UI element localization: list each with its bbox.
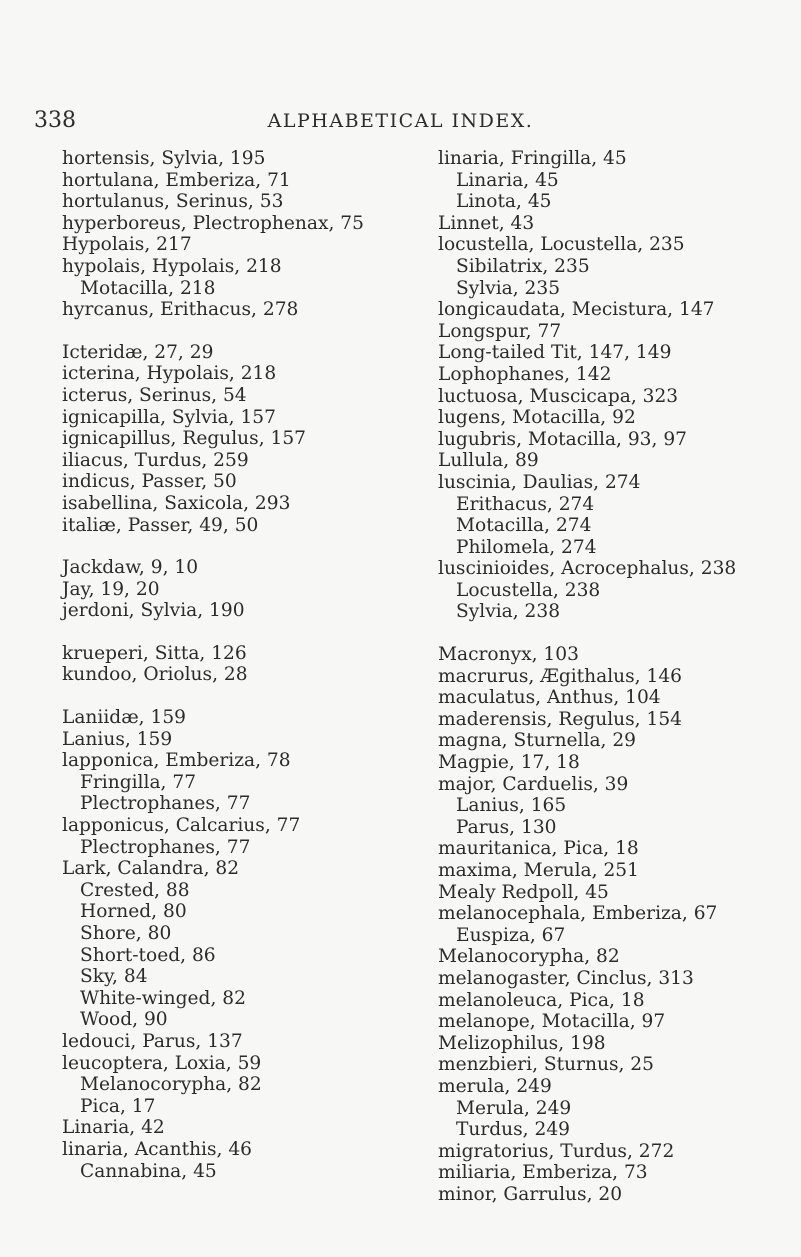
index-entry: luctuosa, Muscicapa, 323 — [438, 385, 679, 407]
index-subentry: Sibilatrix, 235 — [456, 255, 590, 277]
index-subentry: Erithacus, 274 — [456, 493, 595, 515]
index-entry: melanogaster, Cinclus, 313 — [438, 967, 694, 989]
index-column-left — [62, 148, 422, 1182]
index-subentry: Lanius, 165 — [456, 795, 567, 817]
index-subentry: Locustella, 238 — [456, 579, 601, 601]
index-entry: lugens, Motacilla, 92 — [438, 407, 636, 429]
index-entry: kundoo, Oriolus, 28 — [62, 664, 248, 686]
index-entry: Lanius, 159 — [62, 728, 173, 750]
index-entry: icterina, Hypolais, 218 — [62, 363, 277, 385]
index-entry: luscinioides, Acrocephalus, 238 — [438, 558, 737, 580]
index-subentry: Linaria, 45 — [456, 169, 559, 191]
index-entry: hortulana, Emberiza, 71 — [62, 169, 291, 191]
index-entry: icterus, Serinus, 54 — [62, 384, 247, 406]
index-entry: maxima, Merula, 251 — [438, 860, 639, 881]
index-entry: ledouci, Parus, 137 — [62, 1030, 243, 1052]
index-entry: hortulanus, Serinus, 53 — [62, 191, 284, 213]
index-entry: macrurus, Ægithalus, 146 — [438, 665, 682, 687]
index-subentry: Crested, 88 — [80, 879, 190, 901]
index-entry: Melanocorypha, 82 — [438, 946, 620, 968]
index-entry: Jackdaw, 9, 10 — [62, 557, 199, 579]
index-entry: linaria, Fringilla, 45 — [438, 148, 627, 169]
index-entry: Magpie, 17, 18 — [438, 752, 580, 774]
index-entry: migratorius, Turdus, 272 — [438, 1140, 675, 1162]
index-entry: maderensis, Regulus, 154 — [438, 708, 682, 730]
index-entry: locustella, Locustella, 235 — [438, 234, 685, 256]
index-entry: Lophophanes, 142 — [438, 363, 612, 385]
index-entry: Icteridæ, 27, 29 — [62, 341, 214, 363]
index-entry: lapponica, Emberiza, 78 — [62, 750, 291, 772]
index-entry: magna, Sturnella, 29 — [438, 730, 637, 752]
index-subentry: Shore, 80 — [80, 923, 172, 944]
index-entry: ignicapilla, Sylvia, 157 — [62, 406, 276, 428]
index-subentry: Sky, 84 — [80, 966, 148, 988]
index-subentry: Short-toed, 86 — [80, 944, 216, 966]
index-subentry: Fringilla, 77 — [80, 771, 197, 793]
index-entry: Hypolais, 217 — [62, 234, 192, 256]
index-entry: Linnet, 43 — [438, 212, 535, 234]
index-entry: Long-tailed Tit, 147, 149 — [438, 342, 672, 364]
index-entry: menzbieri, Sturnus, 25 — [438, 1054, 654, 1076]
index-entry: major, Carduelis, 39 — [438, 773, 629, 795]
index-entry: lapponicus, Calcarius, 77 — [62, 815, 301, 837]
index-entry: melanope, Motacilla, 97 — [438, 1011, 666, 1033]
index-entry: indicus, Passer, 50 — [62, 471, 237, 493]
index-entry: ignicapillus, Regulus, 157 — [62, 428, 307, 450]
index-entry: italiæ, Passer, 49, 50 — [62, 514, 259, 536]
index-entry: hyperboreus, Plectrophenax, 75 — [62, 212, 364, 234]
index-entry: linaria, Acanthis, 46 — [62, 1138, 253, 1160]
index-entry: lugubris, Motacilla, 93, 97 — [438, 428, 687, 450]
index-entry: miliaria, Emberiza, 73 — [438, 1162, 648, 1184]
index-entry: hortensis, Sylvia, 195 — [62, 148, 266, 169]
index-entry: Linaria, 42 — [62, 1117, 165, 1139]
index-entry: mauritanica, Pica, 18 — [438, 838, 639, 860]
index-entry: krueperi, Sitta, 126 — [62, 642, 247, 664]
index-entry: jerdoni, Sylvia, 190 — [62, 600, 245, 622]
index-entry: Longspur, 77 — [438, 320, 562, 342]
index-subentry: Motacilla, 218 — [80, 277, 216, 299]
index-entry: Lark, Calandra, 82 — [62, 858, 240, 880]
index-subentry: Melanocorypha, 82 — [80, 1074, 262, 1096]
index-entry: isabellina, Saxicola, 293 — [62, 492, 291, 514]
index-entry: Macronyx, 103 — [438, 644, 579, 666]
index-entry: Jay, 19, 20 — [62, 578, 160, 600]
index-entry: luscinia, Daulias, 274 — [438, 471, 641, 493]
index-entry: minor, Garrulus, 20 — [438, 1183, 623, 1205]
index-entry: hypolais, Hypolais, 218 — [62, 255, 282, 277]
index-entry: longicaudata, Mecistura, 147 — [438, 299, 715, 321]
index-subentry: Sylvia, 238 — [456, 601, 561, 623]
index-subentry: Linota, 45 — [456, 191, 552, 213]
index-entry: Lullula, 89 — [438, 450, 539, 472]
index-subentry: Euspiza, 67 — [456, 924, 566, 946]
index-subentry: White-winged, 82 — [80, 987, 246, 1009]
index-subentry: Pica, 17 — [80, 1095, 156, 1117]
index-entry: merula, 249 — [438, 1075, 552, 1097]
index-entry: Mealy Redpoll, 45 — [438, 881, 609, 903]
index-subentry: Parus, 130 — [456, 816, 557, 838]
index-entry: iliacus, Turdus, 259 — [62, 449, 249, 471]
index-subentry: Horned, 80 — [80, 901, 187, 923]
running-title: ALPHABETICAL INDEX. — [267, 110, 534, 132]
index-entry: hyrcanus, Erithacus, 278 — [62, 299, 299, 321]
index-subentry: Plectrophanes, 77 — [80, 836, 251, 858]
index-entry: Laniidæ, 159 — [62, 707, 186, 729]
index-subentry: Philomela, 274 — [456, 536, 597, 558]
index-subentry: Motacilla, 274 — [456, 515, 592, 537]
index-subentry: Merula, 249 — [456, 1097, 572, 1119]
index-subentry: Wood, 90 — [80, 1009, 168, 1031]
index-subentry: Turdus, 249 — [456, 1119, 570, 1141]
index-entry: Melizophilus, 198 — [438, 1032, 606, 1054]
index-entry: melanocephala, Emberiza, 67 — [438, 903, 718, 925]
index-entry: maculatus, Anthus, 104 — [438, 687, 661, 709]
index-entry: leucoptera, Loxia, 59 — [62, 1052, 262, 1074]
index-subentry: Plectrophanes, 77 — [80, 793, 251, 815]
index-column-right — [438, 148, 798, 1206]
page-header — [0, 108, 801, 138]
index-entry: melanoleuca, Pica, 18 — [438, 989, 645, 1011]
index-subentry: Cannabina, 45 — [80, 1160, 217, 1182]
page-number: 338 — [34, 108, 76, 133]
index-subentry: Sylvia, 235 — [456, 277, 561, 299]
